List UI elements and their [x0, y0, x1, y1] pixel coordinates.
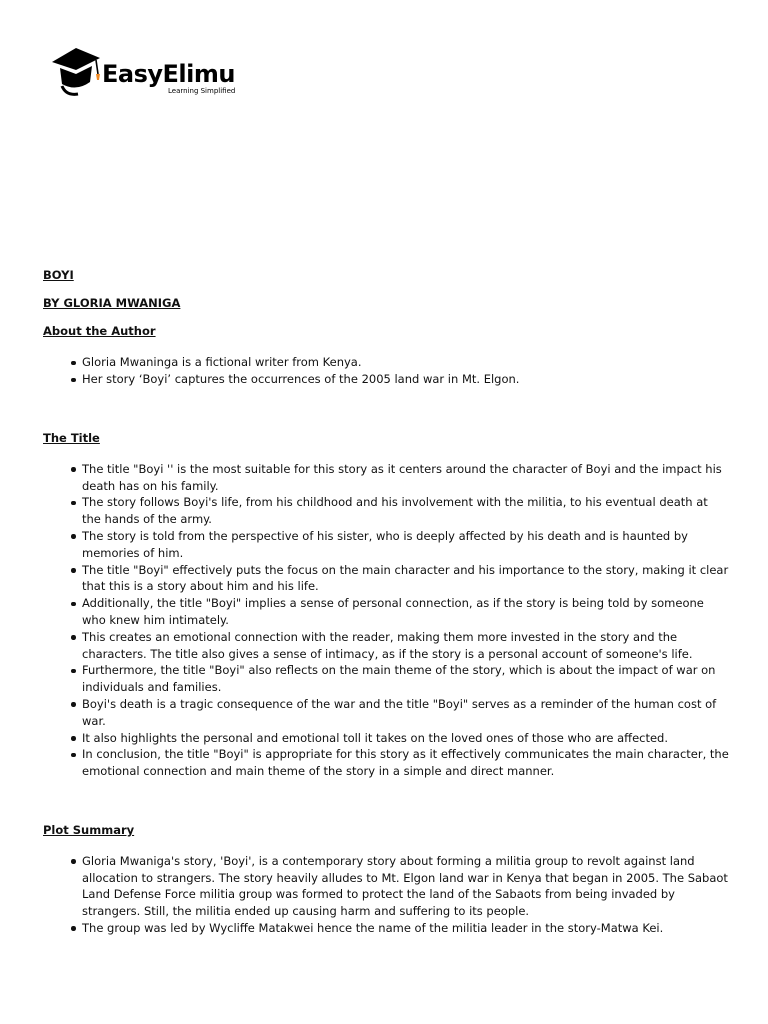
list-item: Gloria Mwaniga's story, 'Boyi', is a contemporary story about forming a militia group to revolt against land allocation to strangers. The story heavily alludes to Mt. Elgon land war in Kenya that began in 2005. The Sabaot Land Defense Force militia group was formed to protect the land of the Sabaots from being invaded by strangers. Still, the militia ended up causing harm and suffering to its people. — [82, 853, 728, 919]
document-title: BOYI — [43, 268, 74, 282]
section-heading-plot-summary: Plot Summary — [43, 822, 135, 837]
list-item: The story is told from the perspective of his sister, who is deeply affected by his death and is haunted by memories of him. — [82, 528, 729, 562]
list-item: Furthermore, the title "Boyi" also reflects on the main theme of the story, which is about the impact of war on individuals and families. — [82, 662, 729, 696]
list-item: The story follows Boyi's life, from his childhood and his involvement with the militia, to his eventual death at the hands of the army. — [82, 494, 729, 528]
document-body — [43, 267, 729, 937]
list-item: Boyi's death is a tragic consequence of the war and the title "Boyi" serves as a reminder of the human cost of war. — [82, 696, 729, 730]
brand-logo — [50, 44, 250, 100]
section-heading-about-author: About the Author — [43, 323, 156, 338]
brand-tagline: Learning Simplified — [168, 87, 236, 95]
plot-summary-list — [43, 853, 729, 937]
the-title-list — [43, 461, 729, 780]
brand-name: EasyElimu — [102, 60, 235, 88]
list-item: The group was led by Wycliffe Matakwei hence the name of the militia leader in the story-Matwa Kei. — [82, 920, 729, 937]
list-item: The title "Boyi '' is the most suitable for this story as it centers around the character of Boyi and the impact his death has on his family. — [82, 461, 729, 495]
section-heading-the-title: The Title — [43, 430, 100, 445]
list-item: It also highlights the personal and emotional toll it takes on the loved ones of those who are affected. — [82, 730, 729, 747]
list-item: Additionally, the title "Boyi" implies a sense of personal connection, as if the story is being told by someone who knew him intimately. — [82, 595, 729, 629]
about-author-list — [43, 354, 729, 388]
document-byline: BY GLORIA MWANIGA — [43, 295, 181, 310]
list-item: Her story ‘Boyi’ captures the occurrences of the 2005 land war in Mt. Elgon. — [82, 371, 729, 388]
list-item: This creates an emotional connection with the reader, making them more invested in the story and the characters. The title also gives a sense of intimacy, as if the story is a personal account of someone's life. — [82, 629, 729, 663]
graduation-cap-icon — [50, 44, 110, 100]
list-item: Gloria Mwaninga is a fictional writer from Kenya. — [82, 354, 729, 371]
list-item: In conclusion, the title "Boyi" is appropriate for this story as it effectively communicates the main character, the emotional connection and main theme of the story in a simple and direct manner. — [82, 747, 729, 779]
list-item: The title "Boyi" effectively puts the focus on the main character and his importance to the story, making it clear that this is a story about him and his life. — [82, 562, 729, 594]
